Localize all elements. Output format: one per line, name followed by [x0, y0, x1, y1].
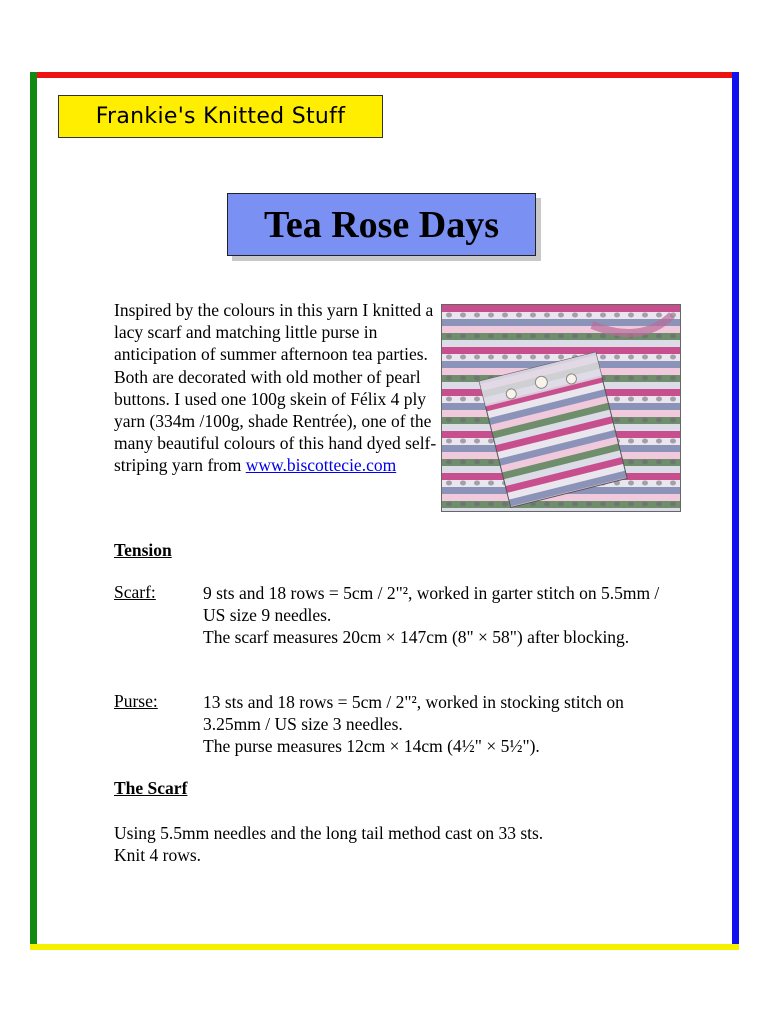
scarf-tension-gauge: 9 sts and 18 rows = 5cm / 2"², worked in garter stitch on 5.5mm / US size 9 needles.: [203, 583, 660, 625]
brand-banner: Frankie's Knitted Stuff: [58, 95, 383, 138]
knitted-scarf-and-purse-photo: [441, 304, 681, 512]
purse-label: Purse:: [114, 691, 158, 711]
page-border-top: [30, 72, 739, 78]
intro-paragraph: [114, 299, 439, 477]
scarf-measurements: The scarf measures 20cm × 147cm (8" × 58") after blocking.: [203, 627, 630, 647]
scarf-instruction-line-1: Using 5.5mm needles and the long tail method cast on 33 sts.: [114, 823, 544, 843]
page-border-right: [732, 72, 739, 950]
purse-measurements: The purse measures 12cm × 14cm (4½" × 5½").: [203, 736, 540, 756]
page-border-bottom: [30, 944, 739, 950]
purse-tension-gauge: 13 sts and 18 rows = 5cm / 2"², worked in stocking stitch on 3.25mm / US size 3 needles.: [203, 692, 624, 734]
page-title: Tea Rose Days: [227, 193, 536, 256]
scarf-label: Scarf:: [114, 582, 156, 602]
scarf-tension-text: [203, 582, 673, 648]
yarn-shop-link[interactable]: www.biscottecie.com: [245, 455, 397, 476]
tension-heading: Tension: [114, 540, 172, 560]
scarf-heading: The Scarf: [114, 778, 188, 798]
intro-text: Inspired by the colours in this yarn I knitted a lacy scarf and matching little purse in anticipation of summer afternoon tea parties. Both are decorated with old mother of pearl buttons. I used one 100g skein of Félix 4 ply yarn (334m /100g, shade Rentrée), one of the many beautiful colours of this hand dyed self-striping yarn from: [114, 300, 437, 476]
scarf-instruction-line-2: Knit 4 rows.: [114, 845, 202, 865]
page-border-left: [30, 72, 37, 950]
scarf-instructions: [114, 822, 674, 866]
purse-tension-text: [203, 691, 673, 757]
